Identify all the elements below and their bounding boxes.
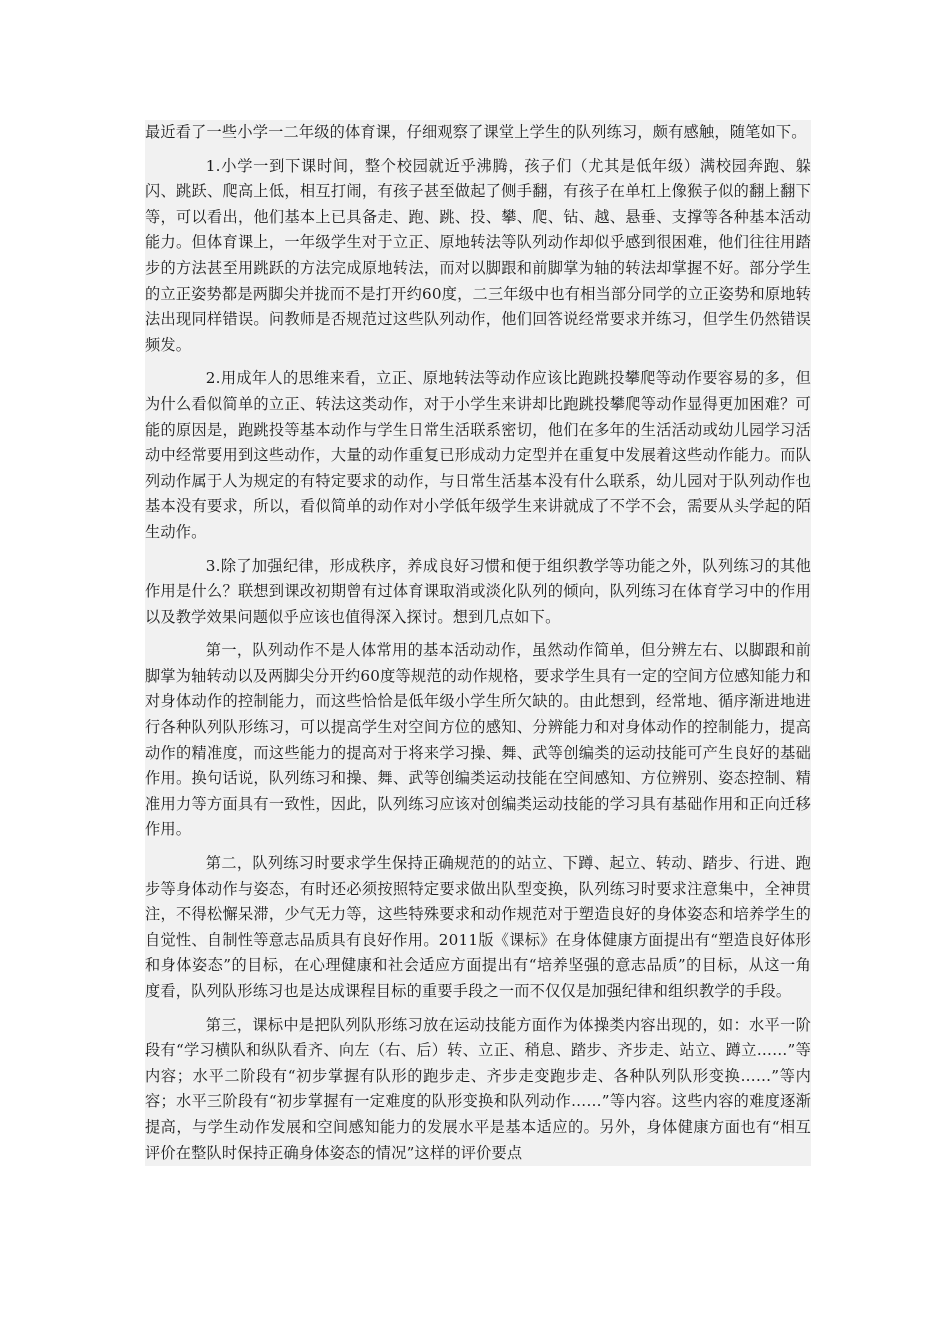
paragraph-second: 第二，队列练习时要求学生保持正确规范的的站立、下蹲、起立、转动、踏步、行进、跑步等身体动作与姿态，有时还必须按照特定要求做出队型变换，队列练习时要求注意集中，全神贯注，不得松懈呆滞，少气无力等，这些特殊要求和动作规范对于塑造良好的身体姿态和培养学生的自觉性、自制性等意志品质具有良好作用。2011版《课标》在身体健康方面提出有“塑造良好体形和身体姿态”的目标，在心理健康和社会适应方面提出有“培养坚强的意志品质”的目标，从这一角度看，队列队形练习也是达成课程目标的重要手段之一而不仅仅是加强纪律和组织教学的手段。 [145,854,811,1000]
paragraph-first: 第一，队列动作不是人体常用的基本活动动作，虽然动作简单，但分辨左右、以脚跟和前脚掌为轴转动以及两脚尖分开约60度等规范的动作规格，要求学生具有一定的空间方位感知能力和对身体动作的控制能力，而这些恰恰是低年级小学生所欠缺的。由此想到，经常地、循序渐进地进行各种队列队形练习，可以提高学生对空间方位的感知、分辨能力和对身体动作的控制能力，提高动作的精准度，而这些能力的提高对于将来学习操、舞、武等创编类的运动技能可产生良好的基础作用。换句话说，队列练习和操、舞、武等创编类运动技能在空间感知、方位辨别、姿态控制、精准用力等方面具有一致性，因此，队列练习应该对创编类运动技能的学习具有基础作用和正向迁移作用。 [145,641,812,839]
paragraph-intro: 最近看了一些小学一二年级的体育课，仔细观察了课堂上学生的队列练习，颇有感触，随笔如下。 [145,123,807,141]
paragraph-point-2: 2.用成年人的思维来看，立正、原地转法等动作应该比跑跳投攀爬等动作要容易的多，但为什么看似简单的立正、转法这类动作，对于小学生来讲却比跑跳投攀爬等动作显得更加困难？可能的原因是，跑跳投等基本动作与学生日常生活联系密切，他们在多年的生活活动或幼儿园学习活动中经常要用到这些动作，大量的动作重复已形成动力定型并在重复中发展着这些动作能力。而队列动作属于人为规定的有特定要求的动作，与日常生活基本没有什么联系，幼儿园对于队列动作也基本没有要求，所以，看似简单的动作对小学低年级学生来讲就成了不学不会，需要从头学起的陌生动作。 [145,369,811,541]
paragraph-point-1: 1.小学一到下课时间，整个校园就近乎沸腾，孩子们（尤其是低年级）满校园奔跑、躲闪、跳跃、爬高上低，相互打闹，有孩子甚至做起了侧手翻，有孩子在单杠上像猴子似的翻上翻下等，可以看出，他们基本上已具备走、跑、跳、投、攀、爬、钻、越、悬垂、支撑等各种基本活动能力。但体育课上，一年级学生对于立正、原地转法等队列动作却似乎感到很困难，他们往往用踏步的方法甚至用跳跃的方法完成原地转法，而对以脚跟和前脚掌为轴的转法却掌握不好。部分学生的立正姿势都是两脚尖并拢而不是打开约60度，二三年级中也有相当部分同学的立正姿势和原地转法出现同样错误。问教师是否规范过这些队列动作，他们回答说经常要求并练习，但学生仍然错误频发。 [145,156,812,354]
article-body [145,120,811,1166]
paragraph-point-3: 3.除了加强纪律，形成秩序，养成良好习惯和便于组织教学等功能之外，队列练习的其他作用是什么？联想到课改初期曾有过体育课取消或淡化队列的倾向，队列练习在体育学习中的作用以及教学效果问题似乎应该也值得深入探讨。想到几点如下。 [145,556,811,626]
paragraph-third: 第三，课标中是把队列队形练习放在运动技能方面作为体操类内容出现的，如：水平一阶段有“学习横队和纵队看齐、向左（右、后）转、立正、稍息、踏步、齐步走、站立、蹲立……”等内容；水平二阶段有“初步掌握有队形的跑步走、齐步走变跑步走、各种队列队形变换……”等内容；水平三阶段有“初步掌握有一定难度的队形变换和队列动作……”等内容。这些内容的难度逐渐提高，与学生动作发展和空间感知能力的发展水平是基本适应的。另外，身体健康方面也有“相互评价在整队时保持正确身体姿态的情况”这样的评价要点 [145,1015,811,1162]
